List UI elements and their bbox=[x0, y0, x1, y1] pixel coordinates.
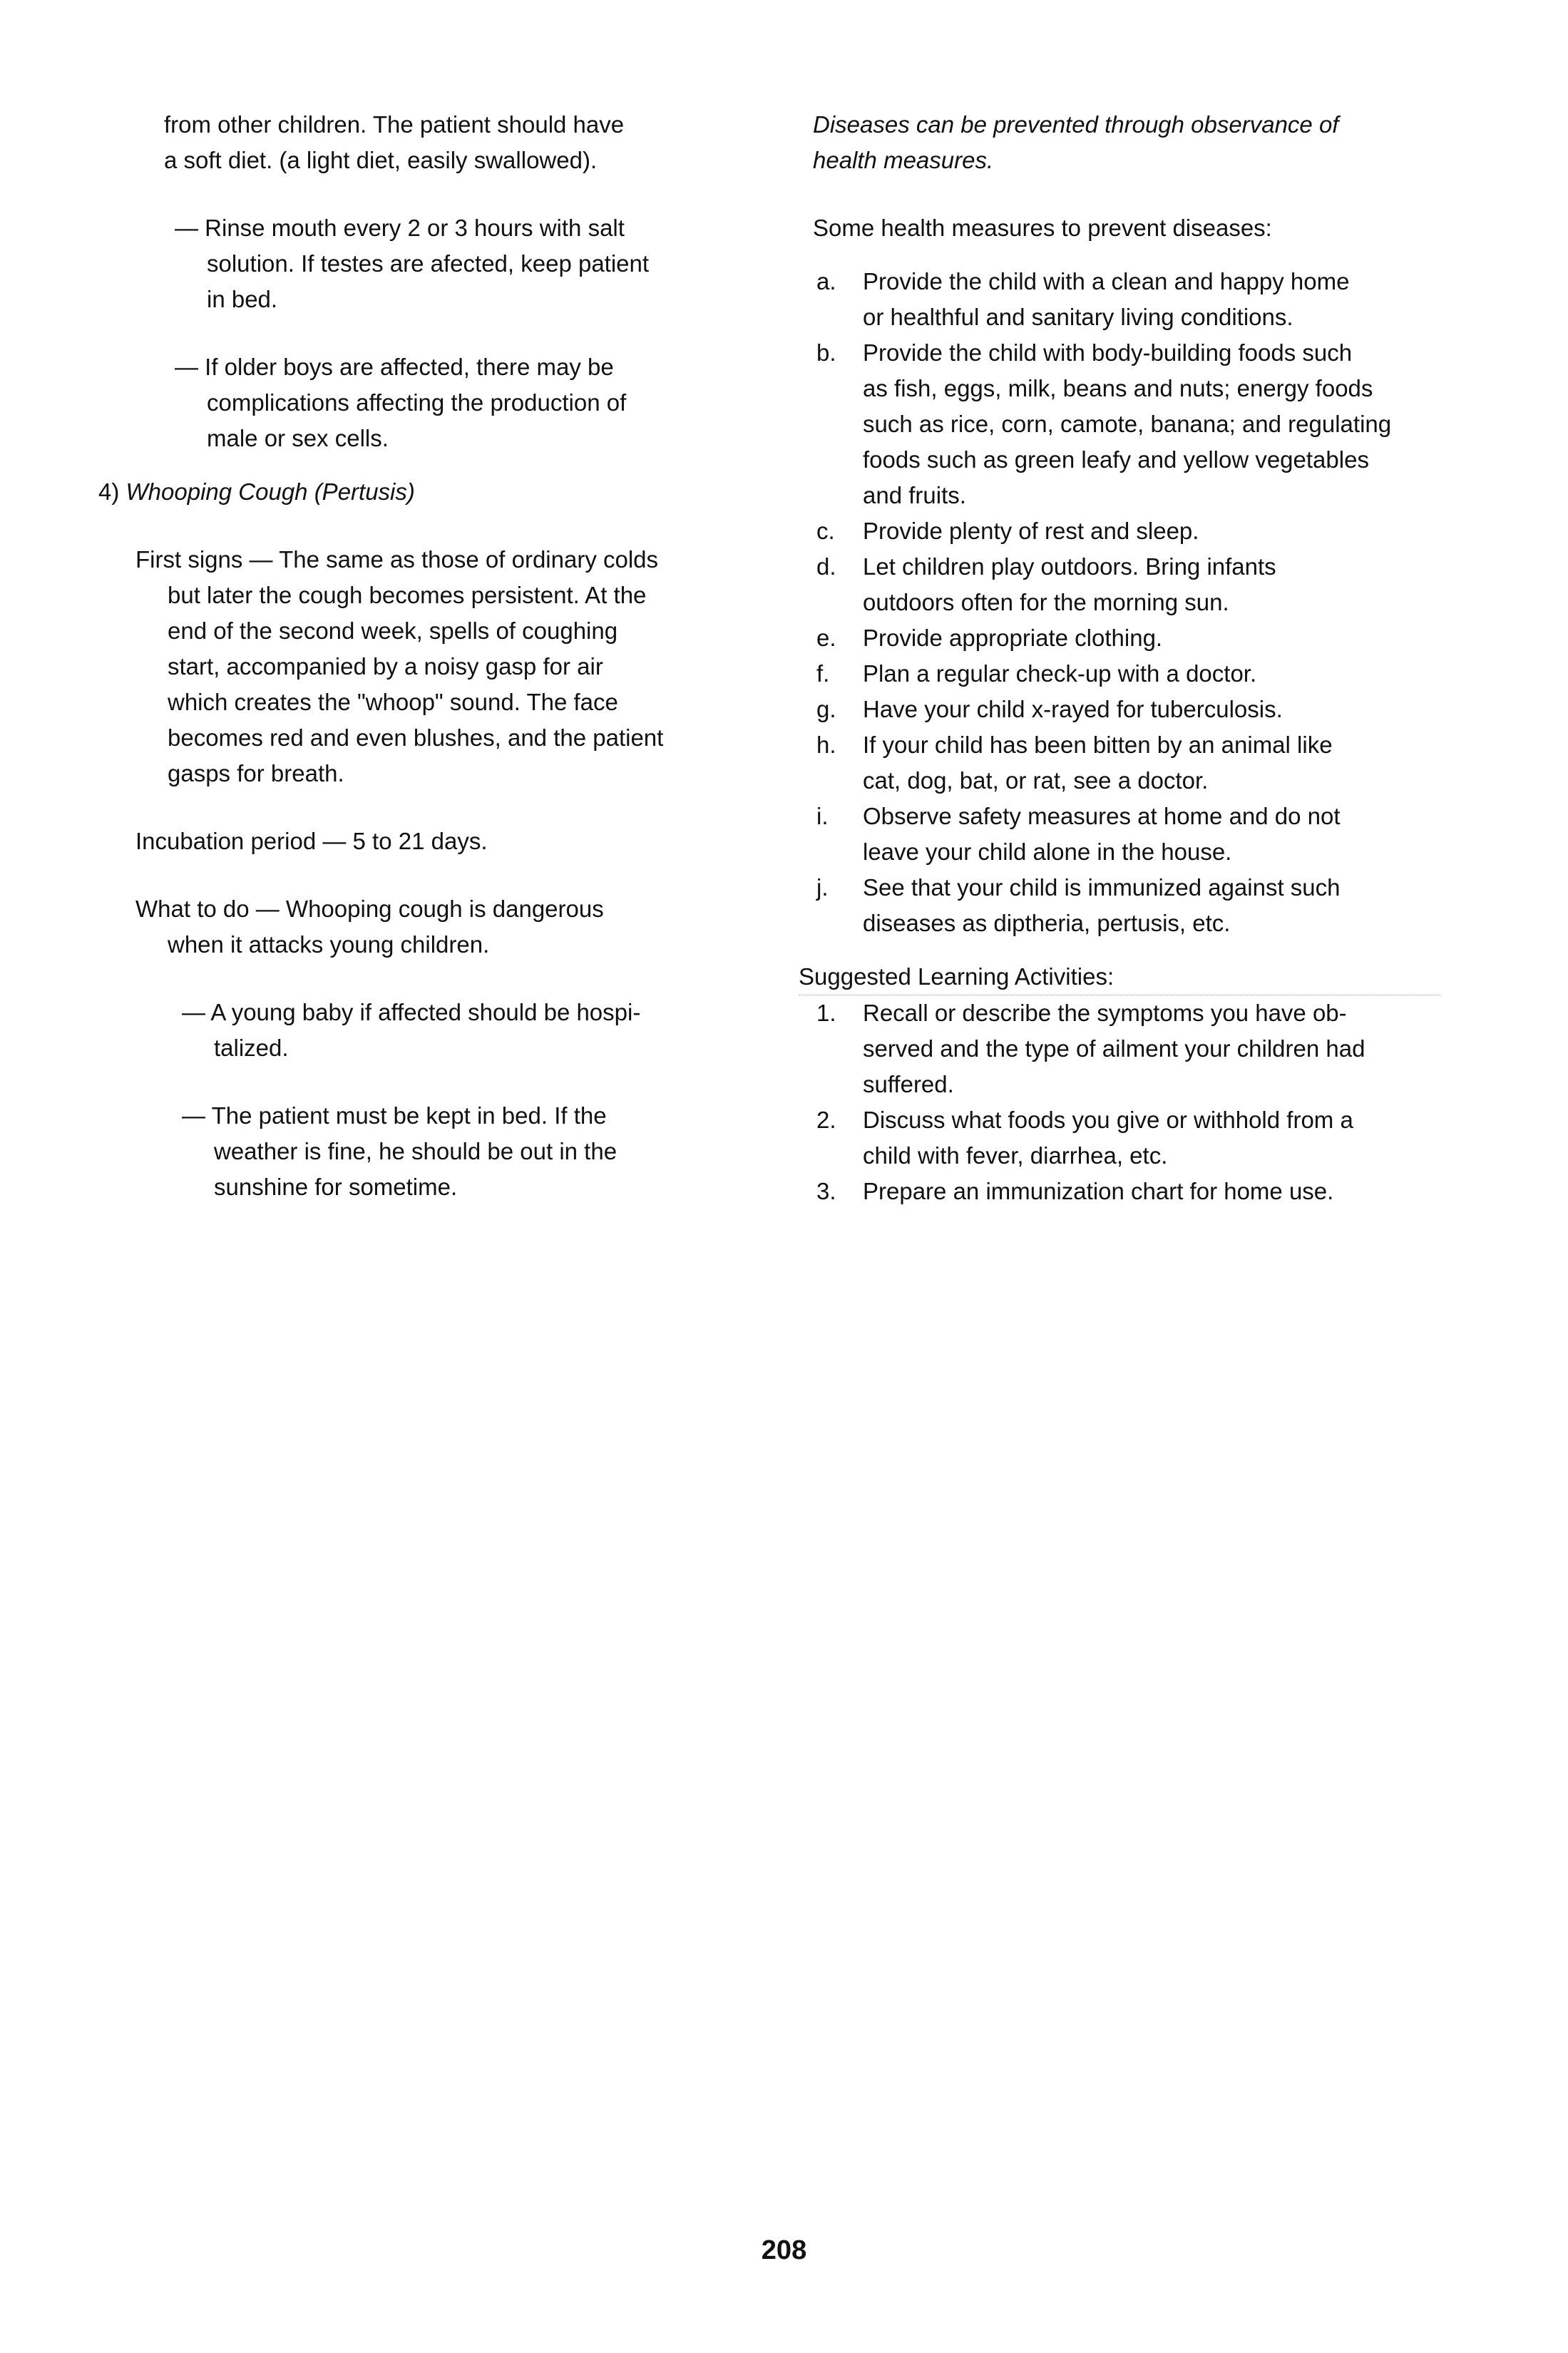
list-marker: e. bbox=[816, 625, 836, 651]
young-baby-bullet: — A young baby if affected should be hospi- talized. bbox=[182, 999, 641, 1061]
learning-activity-item bbox=[799, 1174, 1440, 1209]
health-measure-item bbox=[799, 799, 1440, 870]
list-marker: a. bbox=[816, 268, 836, 294]
intro-paragraph: from other children. The patient should have a soft diet. (a light diet, easily swallowed). bbox=[164, 111, 625, 173]
list-item-text: cat, dog, bat, or rat, see a doctor. bbox=[863, 767, 1209, 794]
health-measure-item bbox=[799, 656, 1440, 692]
list-marker: 2. bbox=[816, 1107, 836, 1133]
section-title: Whooping Cough (Pertusis) bbox=[125, 478, 415, 505]
list-marker: h. bbox=[816, 732, 836, 758]
health-measure-item bbox=[799, 335, 1440, 513]
list-marker: 3. bbox=[816, 1178, 836, 1204]
kept-in-bed-bullet: — The patient must be kept in bed. If the weather is fine, he should be out in the sunshine for sometime. bbox=[182, 1102, 618, 1200]
health-measure-item bbox=[799, 727, 1440, 799]
health-measure-item bbox=[799, 870, 1440, 941]
health-measure-item bbox=[799, 264, 1440, 335]
list-marker: j. bbox=[816, 874, 829, 901]
list-item-text: If your child has been bitten by an animal like bbox=[863, 732, 1333, 758]
what-to-do-paragraph: What to do — Whooping cough is dangerous when it attacks young children. bbox=[135, 896, 604, 958]
health-measure-item bbox=[799, 513, 1440, 549]
list-item-text: Plan a regular check-up with a doctor. bbox=[863, 660, 1257, 687]
list-marker: i. bbox=[816, 803, 829, 829]
list-item-text: Prepare an immunization chart for home use. bbox=[863, 1178, 1334, 1204]
learning-activity-item bbox=[799, 995, 1440, 1102]
section-heading bbox=[93, 474, 734, 510]
measures-list bbox=[799, 264, 1440, 941]
measures-heading: Some health measures to prevent diseases: bbox=[813, 215, 1272, 241]
list-item-text: foods such as green leafy and yellow vegetables bbox=[863, 446, 1369, 473]
list-item-text: Observe safety measures at home and do not bbox=[863, 803, 1341, 829]
first-signs-paragraph: First signs — The same as those of ordinary colds but later the cough becomes persistent. At the end of the second week, spells of coughing start, accompanied by a noisy gasp for air which creates the "whoop" sound. The face becomes red and even blushes, and the patient gasps for breath. bbox=[135, 546, 664, 786]
activities-heading: Suggested Learning Activities: bbox=[799, 959, 1440, 995]
section-number: 4) bbox=[98, 478, 120, 505]
right-column bbox=[799, 107, 1440, 1209]
list-item-text: outdoors often for the morning sun. bbox=[863, 589, 1229, 615]
list-item-text: such as rice, corn, camote, banana; and regulating bbox=[863, 411, 1392, 437]
list-item-text: Recall or describe the symptoms you have ob- bbox=[863, 1000, 1347, 1026]
health-measure-item bbox=[799, 620, 1440, 656]
activities-list bbox=[799, 995, 1440, 1209]
list-item-text: Provide the child with body-building foods such bbox=[863, 339, 1353, 366]
list-item-text: served and the type of ailment your children had bbox=[863, 1035, 1365, 1062]
list-marker: g. bbox=[816, 696, 836, 722]
list-item-text: and fruits. bbox=[863, 482, 966, 508]
list-item-text: Have your child x-rayed for tuberculosis. bbox=[863, 696, 1283, 722]
list-item-text: See that your child is immunized against such bbox=[863, 874, 1341, 901]
list-item-text: Discuss what foods you give or withhold from a bbox=[863, 1107, 1353, 1133]
list-marker: 1. bbox=[816, 1000, 836, 1026]
list-item-text: diseases as diptheria, pertusis, etc. bbox=[863, 910, 1231, 936]
list-item-text: as fish, eggs, milk, beans and nuts; energy foods bbox=[863, 375, 1373, 401]
list-item-text: suffered. bbox=[863, 1071, 954, 1097]
list-item-text: Provide appropriate clothing. bbox=[863, 625, 1163, 651]
incubation-period: Incubation period — 5 to 21 days. bbox=[135, 828, 488, 854]
older-boys-bullet: — If older boys are affected, there may be complications affecting the production of male or sex cells. bbox=[175, 354, 627, 451]
list-marker: b. bbox=[816, 339, 836, 366]
health-measure-item bbox=[799, 549, 1440, 620]
health-measure-item bbox=[799, 692, 1440, 727]
list-item-text: or healthful and sanitary living conditions. bbox=[863, 304, 1293, 330]
list-marker: c. bbox=[816, 518, 835, 544]
page-number: 208 bbox=[761, 2235, 807, 2265]
list-item-text: Let children play outdoors. Bring infants bbox=[863, 553, 1276, 580]
rinse-bullet: — Rinse mouth every 2 or 3 hours with salt solution. If testes are afected, keep patient in bed. bbox=[175, 215, 650, 312]
list-item-text: Provide plenty of rest and sleep. bbox=[863, 518, 1199, 544]
prevention-intro: Diseases can be prevented through observance of health measures. bbox=[813, 111, 1339, 173]
list-item-text: Provide the child with a clean and happy home bbox=[863, 268, 1350, 294]
learning-activity-item bbox=[799, 1102, 1440, 1174]
list-marker: f. bbox=[816, 660, 830, 687]
left-column bbox=[93, 107, 734, 1205]
list-item-text: leave your child alone in the house. bbox=[863, 839, 1232, 865]
list-marker: d. bbox=[816, 553, 836, 580]
list-item-text: child with fever, diarrhea, etc. bbox=[863, 1142, 1168, 1169]
